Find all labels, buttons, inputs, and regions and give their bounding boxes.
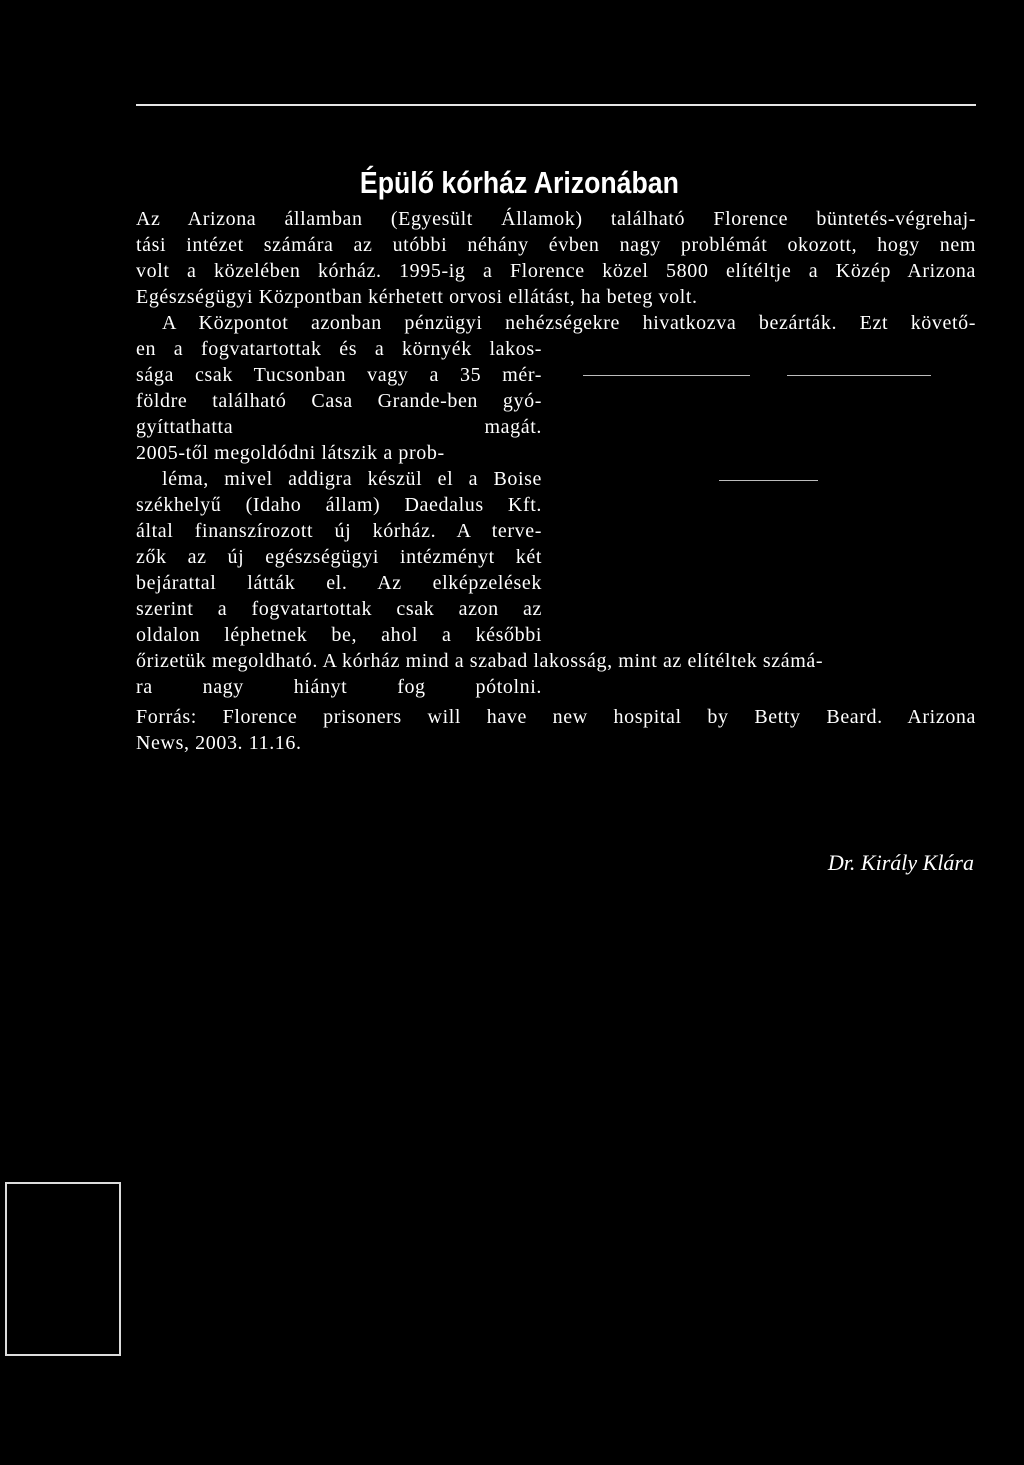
top-rule — [136, 104, 976, 106]
body-line-10: 2005-től megoldódni látszik a prob- — [136, 442, 445, 464]
image-placeholder-rule-2 — [787, 375, 931, 376]
body-line-21: News, 2003. 11.16. — [136, 732, 302, 754]
body-line-16: szerint a fogvatartottak csak azon az — [136, 598, 542, 620]
body-line-15: bejárattal látták el. Az elképzelések — [136, 572, 542, 594]
body-line-2: tási intézet számára az utóbbi néhány évben nagy problémát okozott, hogy nem — [136, 234, 976, 256]
image-placeholder-rule-1 — [583, 375, 750, 376]
body-line-13: által finanszírozott új kórház. A terve- — [136, 520, 542, 542]
body-line-18: őrizetük megoldható. A kórház mind a szabad lakosság, mint az elítéltek számá- — [136, 650, 824, 672]
body-line-12: székhelyű (Idaho állam) Daedalus Kft. — [136, 494, 542, 516]
body-line-20: Forrás: Florence prisoners will have new hospital by Betty Beard. Arizona — [136, 706, 976, 728]
image-placeholder-rule-3 — [719, 480, 818, 481]
body-line-3: volt a közelében kórház. 1995-ig a Florence közel 5800 elítéltje a Közép Arizona — [136, 260, 976, 282]
body-line-7: sága csak Tucsonban vagy a 35 mér- — [136, 364, 542, 386]
author-signature: Dr. Király Klára — [827, 850, 974, 875]
body-line-14: zők az új egészségügyi intézményt két — [136, 546, 542, 568]
body-line-8: földre található Casa Grande-ben gyó- — [136, 390, 542, 412]
body-line-6: en a fogvatartottak és a környék lakos- — [136, 338, 542, 360]
article-title: Épülő kórház Arizonában — [359, 165, 679, 200]
body-line-17: oldalon léphetnek be, ahol a későbbi — [136, 624, 542, 646]
body-line-19: ra nagy hiányt fog pótolni. — [136, 676, 542, 698]
body-line-9: gyíttathatta magát. — [136, 416, 542, 438]
body-line-11: léma, mivel addigra készül el a Boise — [162, 468, 542, 490]
body-line-4: Egészségügyi Központban kérhetett orvosi ellátást, ha beteg volt. — [136, 286, 698, 308]
body-line-1: Az Arizona államban (Egyesült Államok) található Florence büntetés-végrehaj- — [136, 208, 976, 230]
body-line-5: A Központot azonban pénzügyi nehézségekre hivatkozva bezárták. Ezt követő- — [162, 312, 976, 334]
corner-frame — [5, 1182, 121, 1356]
